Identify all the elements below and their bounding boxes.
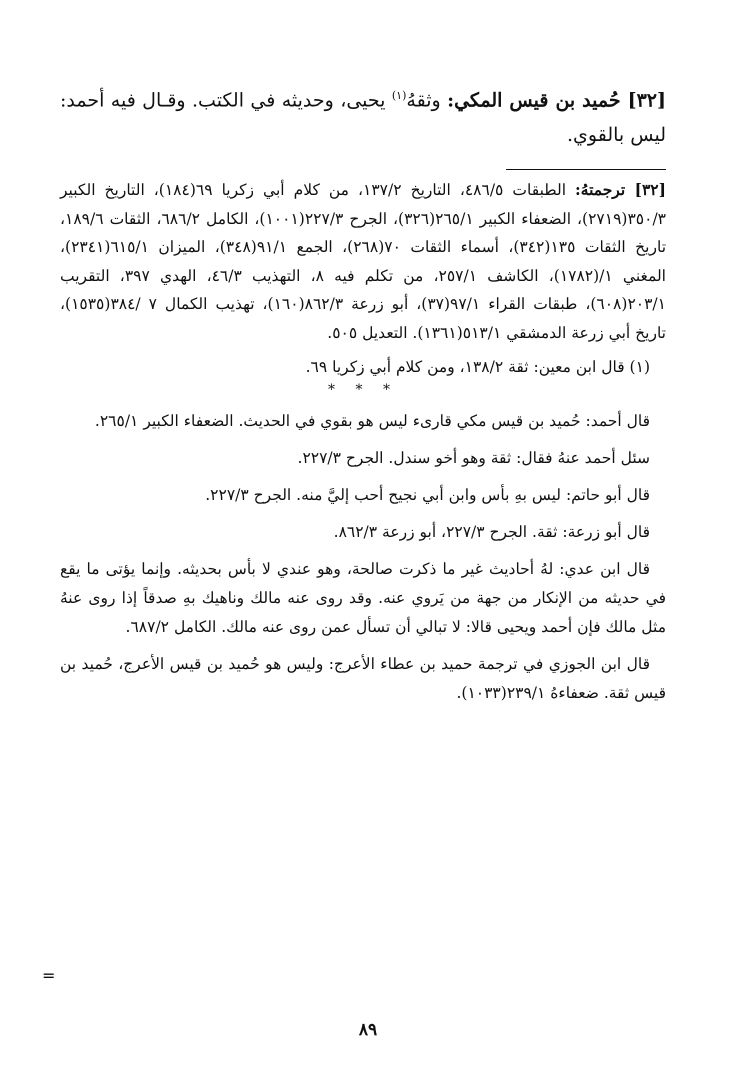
separator-stars: * * * xyxy=(328,382,398,399)
entry-text xyxy=(60,78,666,153)
paragraph-6: قال ابن الجوزي في ترجمة حميد بن عطاء الأعرج: وليس هو حُميد بن قيس الأعرج، حُميد بن قيس ثقة. ضعفاءهُ ٢٣٩/١(١٠٣٣). xyxy=(60,655,666,703)
entry-head: [٣٢] حُميد بن قيس المكي: xyxy=(447,89,666,112)
page-content xyxy=(60,78,666,1038)
paragraph-1: قال أحمد: حُميد بن قيس مكي قارىء ليس هو بقوي في الحديث. الضعفاء الكبير ٢٦٥/١. xyxy=(94,412,650,431)
paragraph-4: قال أبو زرعة: ثقة. الجرح ٢٢٧/٣، أبو زرعة ٨٦٢/٣. xyxy=(333,523,650,542)
note-mark: (١) xyxy=(391,89,407,102)
paragraph-2: سئل أحمد عنهُ فقال: ثقة وهو أخو سندل. الجرح ٢٢٧/٣. xyxy=(297,449,650,468)
page-number: ٨٩ xyxy=(358,1020,378,1040)
entry-text-after-note: يحيى، وحديثه في الكتب. وقـال فيه أحمد: ليس بالقوي. xyxy=(60,89,666,147)
paragraph-3: قال أبو حاتم: ليس بهِ بأس وابن أبي نجيح أحب إليَّ منه. الجرح ٢٢٧/٣. xyxy=(205,486,650,505)
margin-mark: = xyxy=(42,966,56,985)
paragraph-5: قال ابن عدي: لهُ أحاديث غير ما ذكرت صالحة، وهو عندي لا بأس بحديثه. وإنما يؤتى ما يقع في حديثه من الإنكار من جهة من يَروي عنه. وقد روى عنه مالك وناهيك بهِ صدقاً إذا روى عنهُ مثل مالك فإن أحمد ويحيى قالا: لا تبالي أن تسأل عمن روى عنه مالك. الكامل ٦٨٧/٢. xyxy=(60,560,666,637)
entry-text-before-note: وثقهُ xyxy=(406,89,448,112)
tarjama-head: [٣٢] ترجمتهُ: xyxy=(575,180,666,200)
footnote-rule xyxy=(506,169,666,170)
tarjama-text: الطبقات ٤٨٦/٥، التاريخ ١٣٧/٢، من كلام أبي زكريا ٦٩(١٨٤)، التاريخ الكبير ٣٥٠/٣(٢٧١٩)، الضعفاء الكبير ٢٦٥/١(٣٢٦)، الجرح ٢٢٧/٣(١٠٠١)، الكامل ٦٨٦/٢، الثقات ١٨٩/٦، تاريخ الثقات ١٣٥(٣٤٢)، أسماء الثقات ٧٠(٢٦٨)، الجمع ٩١/١(٣٤٨)، الميزان ٦١٥/١(٢٣٤١)، المغني ١/(١٧٨٢)، الكاشف ٢٥٧/١، من تكلم فيه ٨، التهذيب ٤٦/٣، الهدي ٣٩٧، التقريب ٢٠٣/١(٦٠٨)، طبقات القراء ٩٧/١(٣٧)، أبو زرعة ٨٦٢/٣(١٦٠)، تهذيب الكمال ٧ /٣٨٤(١٥٣٥)، تاريخ أبي زرعة الدمشقي ٥١٣/١(١٣٦١). التعديل ٥٠٥. xyxy=(60,181,667,342)
tarjama-block xyxy=(60,176,666,347)
footnote: (١) قال ابن معين: ثقة ١٣٨/٢، ومن كلام أبي زكريا ٦٩. xyxy=(305,358,650,377)
